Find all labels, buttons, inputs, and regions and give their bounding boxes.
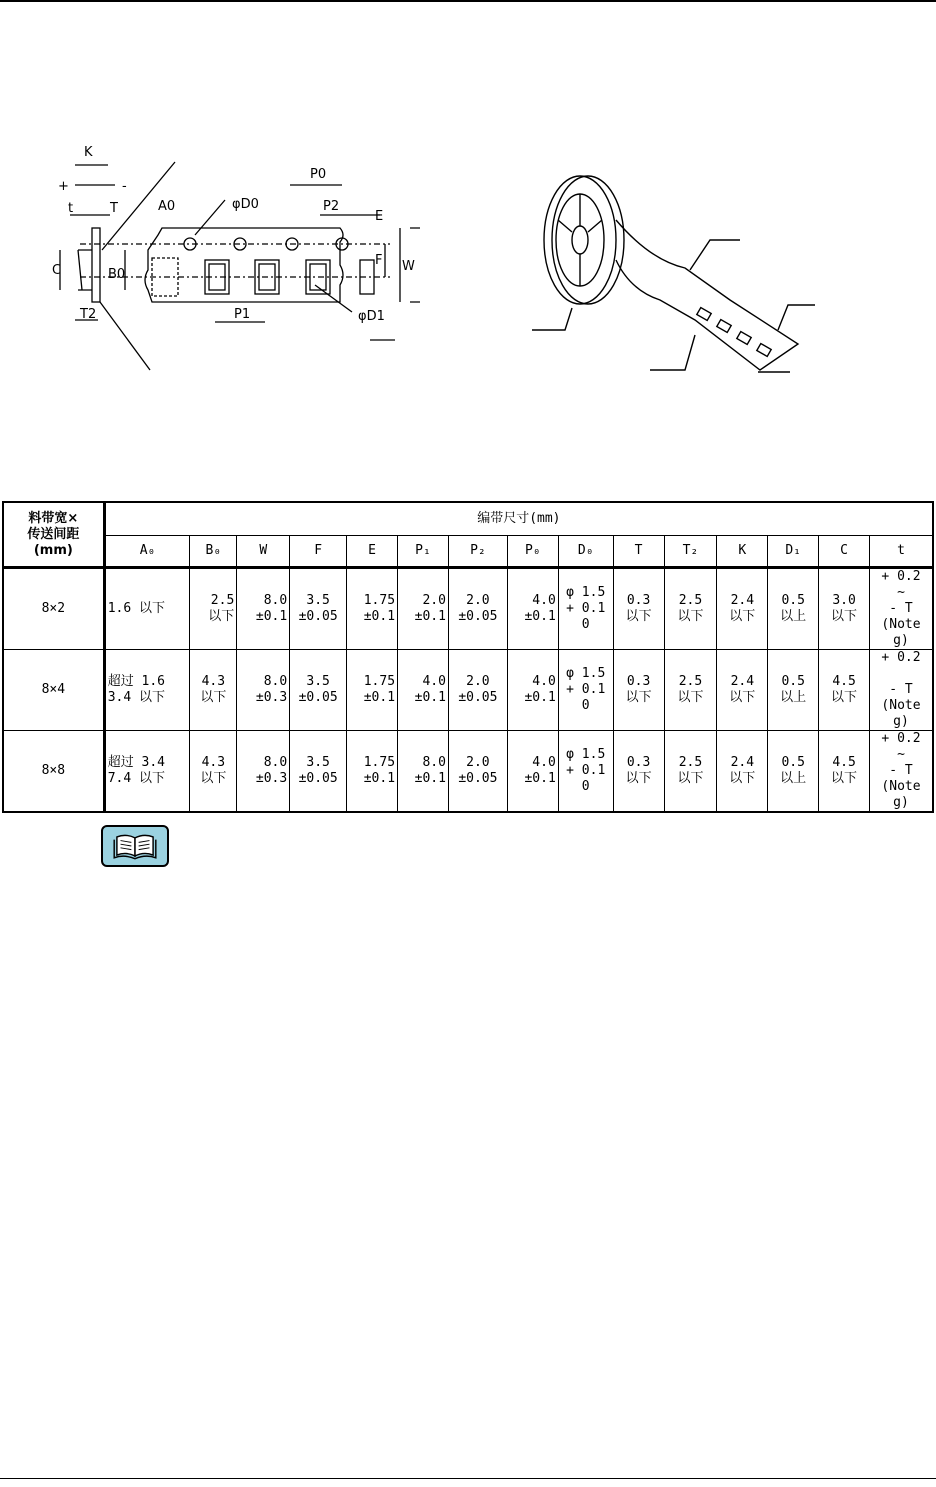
label-C: C xyxy=(52,263,62,278)
label-B0: B0 xyxy=(108,267,126,282)
label-t: t xyxy=(68,201,74,216)
tape-dimension-diagram xyxy=(40,140,420,375)
cell: 4.5 以下 xyxy=(819,650,870,731)
col-D0: D₀ xyxy=(558,536,613,568)
col-t: t xyxy=(870,536,934,568)
cell: φ 1.5 + 0.1 0 xyxy=(558,650,613,731)
col-C: C xyxy=(819,536,870,568)
cell: 2.5 以下 xyxy=(664,650,717,731)
label-P2: P2 xyxy=(323,199,340,214)
label-plus: + xyxy=(58,179,69,194)
cell: 0.5 以上 xyxy=(768,568,819,650)
cell: 3.5 ±0.05 xyxy=(290,731,347,813)
cell: 8.0 ±0.3 xyxy=(237,731,290,813)
cell: 1.75 ±0.1 xyxy=(347,568,398,650)
cell: 8.0 ±0.1 xyxy=(237,568,290,650)
book-icon xyxy=(101,825,169,867)
cell: 2.0 ±0.1 xyxy=(398,568,449,650)
col-F: F xyxy=(290,536,347,568)
cell: 4.3 以下 xyxy=(190,650,237,731)
cell: 0.3 以下 xyxy=(613,650,664,731)
cell: + 0.2 ~ - T (Note g) xyxy=(870,568,934,650)
cell: φ 1.5 + 0.1 0 xyxy=(558,731,613,813)
label-W: W xyxy=(402,259,415,274)
col-K: K xyxy=(717,536,768,568)
col-E: E xyxy=(347,536,398,568)
table-row xyxy=(3,568,933,650)
cell: 2.5 以下 xyxy=(190,568,237,650)
label-K: K xyxy=(84,145,93,160)
label-F: F xyxy=(375,253,383,268)
cell: 8.0 ±0.3 xyxy=(237,650,290,731)
col-D1: D₁ xyxy=(768,536,819,568)
cell: 2.5 以下 xyxy=(664,568,717,650)
cell: 3.5 ±0.05 xyxy=(290,650,347,731)
cell: 2.0 ±0.05 xyxy=(448,650,507,731)
cell: 4.0 ±0.1 xyxy=(507,568,558,650)
table-row xyxy=(3,650,933,731)
label-P0: P0 xyxy=(310,167,327,182)
col-P0: P₀ xyxy=(507,536,558,568)
header-group: 编带尺寸(mm) xyxy=(104,502,933,536)
cell: 超过 1.6 3.4 以下 xyxy=(104,650,190,731)
cell: 2.5 以下 xyxy=(664,731,717,813)
cell: 4.3 以下 xyxy=(190,731,237,813)
label-T: T xyxy=(110,201,118,216)
label-minus: - xyxy=(122,179,127,194)
label-E: E xyxy=(375,209,384,224)
cell: 2.0 ±0.05 xyxy=(448,731,507,813)
col-P2: P₂ xyxy=(448,536,507,568)
cell: 4.0 ±0.1 xyxy=(507,650,558,731)
cell: 0.3 以下 xyxy=(613,568,664,650)
label-phiD0: φD0 xyxy=(232,197,259,212)
col-B0: B₀ xyxy=(190,536,237,568)
bottom-rule xyxy=(0,1478,936,1479)
col-P1: P₁ xyxy=(398,536,449,568)
book-icon-svg xyxy=(103,827,167,865)
top-rule xyxy=(0,0,936,2)
cell: 2.4 以下 xyxy=(717,731,768,813)
cell: 2.4 以下 xyxy=(717,650,768,731)
reel-svg xyxy=(520,160,820,380)
cell: 4.0 ±0.1 xyxy=(507,731,558,813)
label-P1: P1 xyxy=(234,307,251,322)
cell: 0.3 以下 xyxy=(613,731,664,813)
cell: 4.0 ±0.1 xyxy=(398,650,449,731)
label-A0: A0 xyxy=(158,199,176,214)
cell: 3.5 ±0.05 xyxy=(290,568,347,650)
cell: 0.5 以上 xyxy=(768,650,819,731)
row-label: 8×8 xyxy=(3,731,104,813)
cell: 1.75 ±0.1 xyxy=(347,650,398,731)
header-first: 料带宽× 传送间距 (mm) xyxy=(3,502,104,568)
cell: 0.5 以上 xyxy=(768,731,819,813)
reel-illustration xyxy=(520,160,820,380)
cell: 2.0 ±0.05 xyxy=(448,568,507,650)
cell: φ 1.5 + 0.1 0 xyxy=(558,568,613,650)
col-W: W xyxy=(237,536,290,568)
cell: + 0.2 - T (Note g) xyxy=(870,650,934,731)
cell: 3.0 以下 xyxy=(819,568,870,650)
cell: + 0.2 ~ - T (Note g) xyxy=(870,731,934,813)
table-row xyxy=(3,731,933,813)
col-T: T xyxy=(613,536,664,568)
row-label: 8×4 xyxy=(3,650,104,731)
label-phiD1: φD1 xyxy=(358,309,385,324)
cell: 8.0 ±0.1 xyxy=(398,731,449,813)
row-label: 8×2 xyxy=(3,568,104,650)
tape-spec-table xyxy=(2,501,934,813)
tape-dimension-svg xyxy=(40,140,420,375)
cell: 2.4 以下 xyxy=(717,568,768,650)
col-A0: A₀ xyxy=(104,536,190,568)
col-T2: T₂ xyxy=(664,536,717,568)
cell: 1.75 ±0.1 xyxy=(347,731,398,813)
cell: 1.6 以下 xyxy=(104,568,190,650)
cell: 4.5 以下 xyxy=(819,731,870,813)
label-T2: T2 xyxy=(80,307,97,322)
cell: 超过 3.4 7.4 以下 xyxy=(104,731,190,813)
